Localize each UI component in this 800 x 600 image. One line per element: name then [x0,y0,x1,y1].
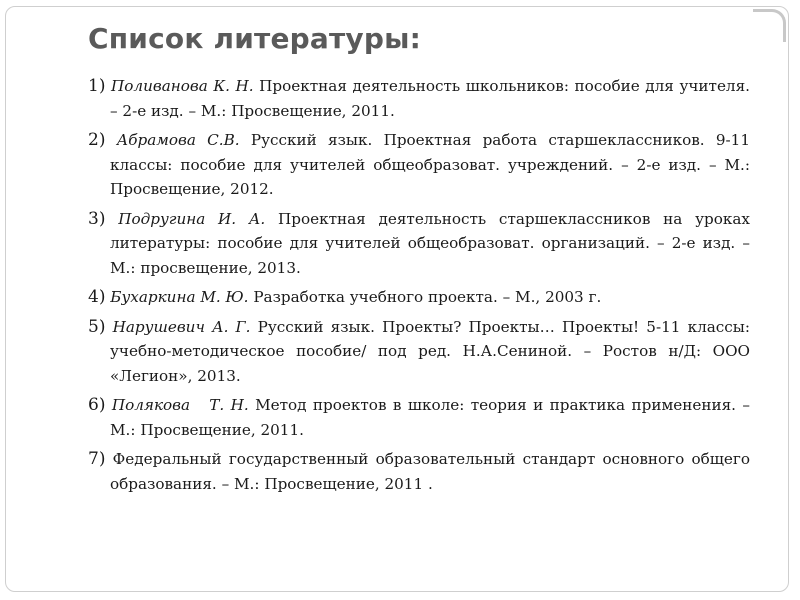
reference-item-2 [88,128,750,202]
reference-text: Федеральный государственный образовательный стандарт основного общего образования. – М.: Просвещение, 2011 . [105,450,750,493]
corner-decoration [753,9,786,42]
reference-number: 6) [88,395,106,415]
reference-author: Полякова Т. Н. [111,396,249,414]
reference-text: Разработка учебного проекта. – М., 2003 г. [248,288,602,306]
reference-number: 1) [88,76,106,96]
reference-item-6 [88,393,750,442]
reference-item-3 [88,207,750,281]
reference-author: Бухаркина М. Ю. [110,288,249,306]
reference-list [88,74,750,501]
reference-number: 3) [88,208,106,229]
reference-item-5 [88,315,750,389]
reference-text: Проектная деятельность старшеклассников на уроках литературы: пособие для учителей общеобразоват. организаций. – 2-е изд. – М.: просвещение, 2013. [110,209,750,277]
reference-number: 4) [88,287,106,307]
reference-author: Поливанова К. Н. [111,77,254,95]
reference-item-1 [88,74,750,123]
reference-author: Абрамова С.В. [116,131,240,149]
reference-text: Метод проектов в школе: теория и практика применения. – М.: Просвещение, 2011. [110,396,751,439]
reference-number: 2) [88,130,106,150]
reference-item-7 [88,447,750,496]
slide-title: Список литературы: [88,22,422,55]
reference-text: Проектная деятельность школьников: пособие для учителя. – 2-е изд. – М.: Просвещение, 2011. [110,77,750,120]
reference-item-4 [88,285,750,310]
reference-text: Русский язык. Проекты? Проекты… Проекты! 5-11 классы: учебно-методическое пособие/ под ред. Н.А.Сениной. – Ростов н/Д: ООО «Легион», 2013. [110,317,750,385]
reference-author: Подругина И. А. [118,209,266,228]
reference-text: Русский язык. Проектная работа старшеклассников. 9-11 классы: пособие для учителей общеобразоват. учреждений. – 2-е изд. – М.: Просвещение, 2012. [110,131,751,198]
reference-number: 5) [88,316,106,337]
reference-author: Нарушевич А. Г. [112,317,251,336]
reference-number: 7) [88,449,106,469]
